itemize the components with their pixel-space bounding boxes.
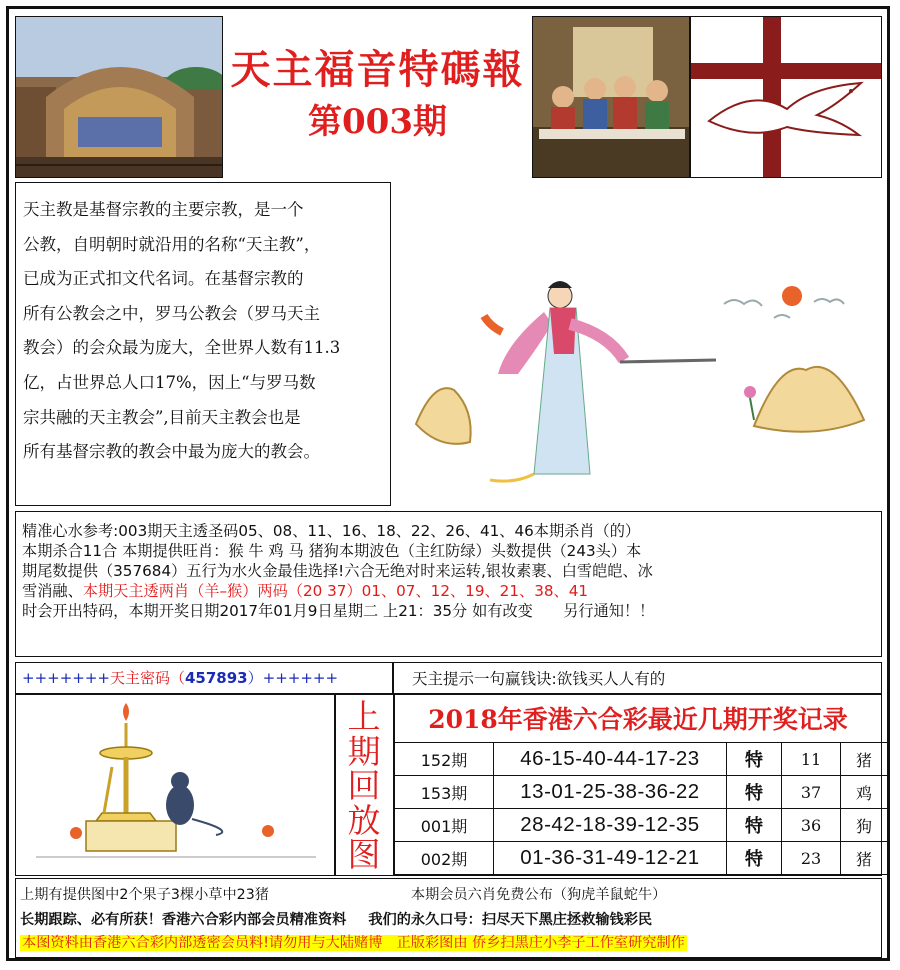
lamp-mouse-illustration [16,695,335,876]
review-title-char: 回 [347,766,381,805]
intro-line: 教会）的会众最为庞大，全世界人数有11.3 [23,338,341,358]
review-title-char: 图 [347,835,381,874]
review-title-char: 期 [347,731,381,771]
footer-member-zodiac: 本期会员六肖免费公布（狗虎羊鼠蛇牛） [410,887,667,903]
zodiac-cell: 狗 [841,809,888,842]
intro-line: 亿，占世界总人口17%，因上“与罗马数 [23,372,316,392]
secret-label: 天主密码（ [109,669,185,687]
results-table [394,742,888,875]
header-title-area [223,16,532,178]
footer-tracking: 长期跟踪、必有所获！香港六合彩内部会员精准资料 [20,912,347,928]
hint-box [393,662,882,694]
special-number-cell: 23 [782,842,841,875]
last-supper-illustration [533,17,690,178]
cathedral-illustration [16,17,223,178]
header-left-photo [15,16,223,178]
notice-line: 时会开出特码，本期开奖日期2017年01月9日星期二 上21：35分 如有改变 另行通知！！ [22,602,655,620]
period-cell: 152期 [395,743,494,776]
period-cell: 001期 [395,809,494,842]
special-label-cell: 特 [727,842,782,875]
cross-dove-icon [691,17,882,178]
numbers-cell: 28-42-18-39-12-35 [494,809,727,842]
page-title: 天主福音特碼報 [230,46,525,93]
review-title-char: 上 [347,697,381,736]
intro-line: 宗共融的天主教会”,目前天主教会也是 [23,407,301,427]
intro-line: 已成为正式扣文代名词。在基督宗教的 [23,269,304,289]
notice-text: 雪消融、 [22,582,83,600]
footer-disclaimer: 本图资料由香港六合彩内部透密会员料!请勿用与大陆赌博 正版彩图由 侨乡扫黑庄小李子工作室研究制作 [22,935,685,951]
intro-line: 天主教是基督宗教的主要宗教，是一个 [23,200,304,219]
numbers-cell: 46-15-40-44-17-23 [494,743,727,776]
period-cell: 153期 [395,776,494,809]
footer-box [15,878,882,958]
hint-text: 天主提示一句赢钱诀:欲钱买人人有的 [412,670,666,688]
notice-line: 期尾数提供（357684）五行为水火金最佳选择!六合无绝对时来运转,银妆素裹、白雪皑皑、冰 [22,562,653,580]
intro-illustration [394,184,882,506]
footer-last-hint: 上期有提供图中2个果子3棵小草中23猪 [20,887,269,903]
special-number-cell: 36 [782,809,841,842]
zodiac-cell: 猪 [841,743,888,776]
secret-code: 457893 [185,669,248,687]
notice-line [22,581,881,601]
notice-box [15,511,882,657]
zodiac-cell: 猪 [841,842,888,875]
table-row [395,809,888,842]
period-cell: 002期 [395,842,494,875]
table-row [395,842,888,875]
special-number-cell: 37 [782,776,841,809]
intro-line: 所有基督宗教的教会中最为庞大的教会。 [23,442,320,462]
results-title: 2018年香港六合彩最近几期开奖记录 [428,705,848,734]
notice-line: 本期杀合11合 本期提供旺肖：猴 牛 鸡 马 猪狗本期波色（主红防绿）头数提供（243头）本 [22,542,642,560]
intro-text-box [15,182,391,506]
footer-line [20,933,881,953]
special-label-cell: 特 [727,743,782,776]
secret-code-box [15,662,393,694]
issue-number: 第003期 [308,102,447,142]
featured-prediction: 本期天主透两肖（羊–猴）两码（20 37）01、07、12、19、21、38、41 [82,582,589,600]
header-right-painting [532,16,690,178]
special-label-cell: 特 [727,776,782,809]
review-title-char: 放 [347,800,381,840]
special-number-cell: 11 [782,743,841,776]
footer-line [20,883,881,907]
special-label-cell: 特 [727,809,782,842]
numbers-cell: 13-01-25-38-36-22 [494,776,727,809]
secret-prefix: +++++++ [22,669,110,687]
footer-slogan: 我们的永久口号：扫尽天下黑庄拯救输钱彩民 [368,912,653,928]
swordswoman-illustration [394,184,882,506]
numbers-cell: 01-36-31-49-12-21 [494,842,727,875]
intro-line: 公教，自明朝时就沿用的名称“天主教”， [23,234,321,254]
table-row [395,776,888,809]
review-image-box [15,694,335,876]
secret-suffix: ）++++++ [247,669,339,687]
intro-line: 所有公教会之中，罗马公教会（罗马天主 [23,303,320,323]
notice-line: 精准心水参考:003期天主透圣码05、08、11、16、18、22、26、41、46本期杀肖（的） [22,522,641,540]
table-row [395,743,888,776]
zodiac-cell: 鸡 [841,776,888,809]
header-cross-dove [690,16,882,178]
footer-line [20,907,881,933]
review-title [336,697,392,874]
